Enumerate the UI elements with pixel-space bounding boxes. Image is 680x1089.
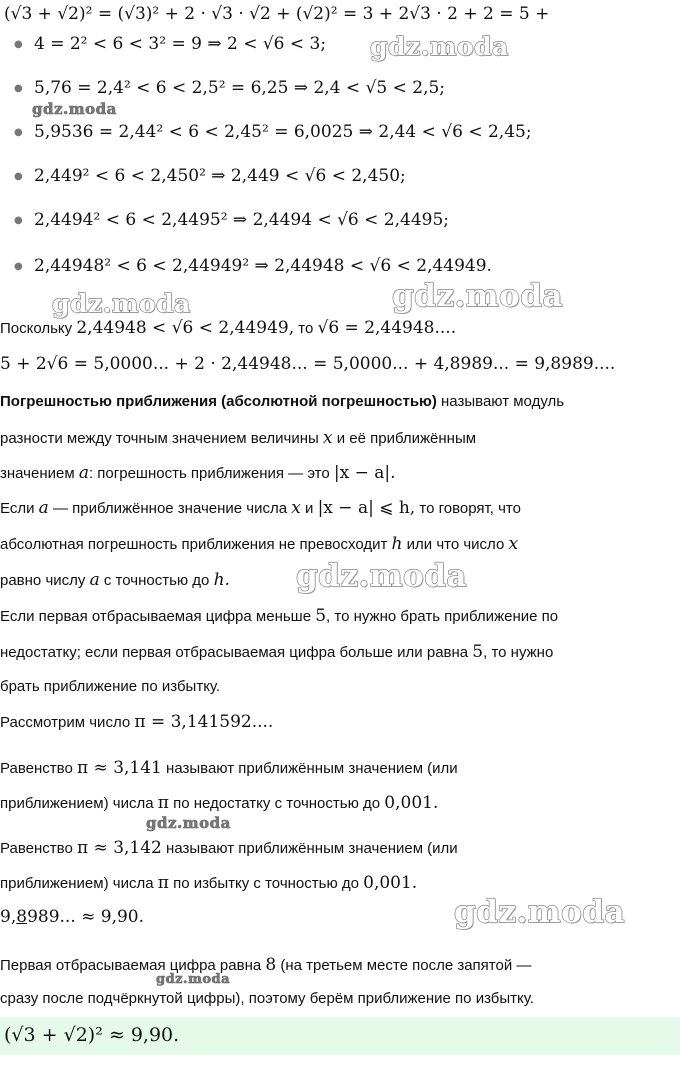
math: h — [391, 534, 403, 554]
text: то — [294, 320, 318, 337]
underlined-digit: 8 — [16, 907, 28, 927]
text: называют приближённым значением (или — [161, 760, 458, 777]
text: Рассмотрим число — [0, 714, 135, 731]
watermark: gdz.moda — [52, 289, 191, 318]
bullet-text: 5,9536 = 2,44² < 6 < 2,45² = 6,0025 ⇒ 2,44 < √6 < 2,45; — [34, 122, 532, 142]
explanation-line-1 — [0, 955, 531, 975]
math: π = 3,141592.... — [134, 712, 274, 732]
final-answer: (√3 + √2)² ≈ 9,90. — [4, 1024, 180, 1046]
list-item — [14, 166, 406, 186]
math: 5 — [472, 642, 484, 662]
list-item — [14, 34, 326, 54]
text: по недостатку с точностью до — [168, 795, 385, 812]
text: приближением) числа — [0, 875, 158, 892]
pi-intro — [0, 712, 273, 732]
bullet-text: 2,44948² < 6 < 2,44949² ⇒ 2,44948 < √6 < 2,44949. — [34, 256, 492, 276]
list-item — [14, 210, 449, 230]
math: x — [291, 498, 301, 518]
text: Первая отбрасываемая цифра равна — [0, 957, 266, 974]
definition-line-2 — [0, 428, 476, 448]
bullet-dot-icon: ● — [14, 171, 23, 182]
watermark: gdz.moda — [146, 814, 231, 832]
accuracy-line-3 — [0, 570, 230, 590]
math: √6 = 2,44948.... — [317, 318, 457, 338]
math: π — [157, 873, 169, 893]
text: : погрешность приближения — это — [88, 465, 334, 482]
bullet-dot-icon: ● — [14, 39, 23, 50]
bullet-dot-icon: ● — [14, 215, 23, 226]
text: Если первая отбрасываемая цифра меньше — [0, 608, 316, 625]
text: разности между точным значением величины — [0, 430, 323, 447]
bullet-text: 2,4494² < 6 < 2,4495² ⇒ 2,4494 < √6 < 2,4495; — [34, 210, 450, 230]
math: 9, — [0, 907, 17, 927]
bullet-dot-icon: ● — [14, 261, 23, 272]
math: π ≈ 3,142 — [76, 838, 162, 858]
text: или что число — [402, 536, 509, 553]
definition-line-1 — [0, 393, 564, 410]
term-bold: Погрешностью приближения (абсолютной погрешностью) — [0, 393, 437, 410]
text: (на третьем месте после запятой — — [276, 957, 532, 974]
math: x — [322, 428, 333, 448]
rounding-equation — [0, 907, 144, 927]
math: π ≈ 3,141 — [76, 758, 162, 778]
bullet-text: 4 = 2² < 6 < 3² = 9 ⇒ 2 < √6 < 3; — [34, 34, 327, 54]
math: 989... ≈ 9,90. — [27, 907, 145, 927]
text: Равенство — [0, 760, 77, 777]
text: абсолютная погрешность приближения не превосходит — [0, 536, 392, 553]
text: приближением) числа — [0, 795, 158, 812]
conclusion-line — [0, 318, 456, 338]
list-item — [14, 78, 445, 98]
text: — приближённое значение числа — [48, 500, 292, 517]
math: 5 — [315, 606, 327, 626]
accuracy-line-1 — [0, 498, 521, 518]
text: недостатку; если первая отбрасываемая цифра больше или равна — [0, 644, 473, 661]
math: a — [78, 463, 89, 483]
watermark: gdz.moda — [392, 278, 563, 314]
rule-line-3: брать приближение по избытку. — [0, 678, 221, 695]
sum-equation: 5 + 2√6 = 5,0000... + 2 · 2,44948... = 5,0000... + 4,8989... = 9,8989.... — [0, 354, 616, 374]
rule-line-2 — [0, 642, 553, 662]
accuracy-line-2 — [0, 534, 518, 554]
text: Равенство — [0, 840, 77, 857]
math: |x − a|. — [333, 463, 396, 483]
text: то говорят, что — [415, 500, 521, 517]
math: 2,44948 < √6 < 2,44949, — [76, 318, 295, 338]
math: π — [157, 793, 169, 813]
pi-upper-line-2 — [0, 873, 417, 893]
rule-line-1 — [0, 606, 558, 626]
bullet-text: 2,449² < 6 < 2,450² ⇒ 2,449 < √6 < 2,450; — [34, 166, 406, 186]
pi-lower-line-2 — [0, 793, 438, 813]
watermark: gdz.moda — [32, 100, 117, 118]
definition-line-3 — [0, 463, 396, 483]
math: a — [89, 570, 100, 590]
text: Если — [0, 500, 39, 517]
text: значением — [0, 465, 79, 482]
text: по избытку с точностью до — [168, 875, 364, 892]
math: 0,001. — [363, 873, 418, 893]
equation-expansion: (√3 + √2)² = (√3)² + 2 · √3 · √2 + (√2)² = 3 + 2√3 · 2 + 2 = 5 + — [4, 4, 550, 24]
watermark: gdz.moda — [370, 32, 509, 61]
text: , то нужно — [483, 644, 554, 661]
text: Поскольку — [0, 320, 77, 337]
bullet-dot-icon: ● — [14, 83, 23, 94]
watermark: gdz.moda — [296, 558, 467, 594]
text: и — [300, 500, 318, 517]
text: , то нужно брать приближение по — [326, 608, 559, 625]
watermark: gdz.moda — [156, 972, 231, 987]
text: равно числу — [0, 572, 90, 589]
list-item — [14, 256, 492, 276]
text: и её приближённым — [332, 430, 477, 447]
bullet-text: 5,76 = 2,4² < 6 < 2,5² = 6,25 ⇒ 2,4 < √5 < 2,5; — [34, 78, 446, 98]
text: называют модуль — [436, 393, 565, 410]
text: с точностью до — [99, 572, 214, 589]
math: 8 — [265, 955, 277, 975]
list-item — [14, 122, 532, 142]
math: |x − a| ⩽ h, — [317, 498, 416, 518]
math: h. — [213, 570, 230, 590]
explanation-line-2: сразу после подчёркнутой цифры), поэтому берём приближение по избытку. — [0, 990, 534, 1007]
math: a — [38, 498, 49, 518]
watermark: gdz.moda — [454, 894, 625, 930]
math: x — [508, 534, 519, 554]
pi-upper-line-1 — [0, 838, 458, 858]
text: называют приближённым значением (или — [161, 840, 458, 857]
bullet-dot-icon: ● — [14, 127, 23, 138]
pi-lower-line-1 — [0, 758, 458, 778]
math: 0,001. — [384, 793, 439, 813]
